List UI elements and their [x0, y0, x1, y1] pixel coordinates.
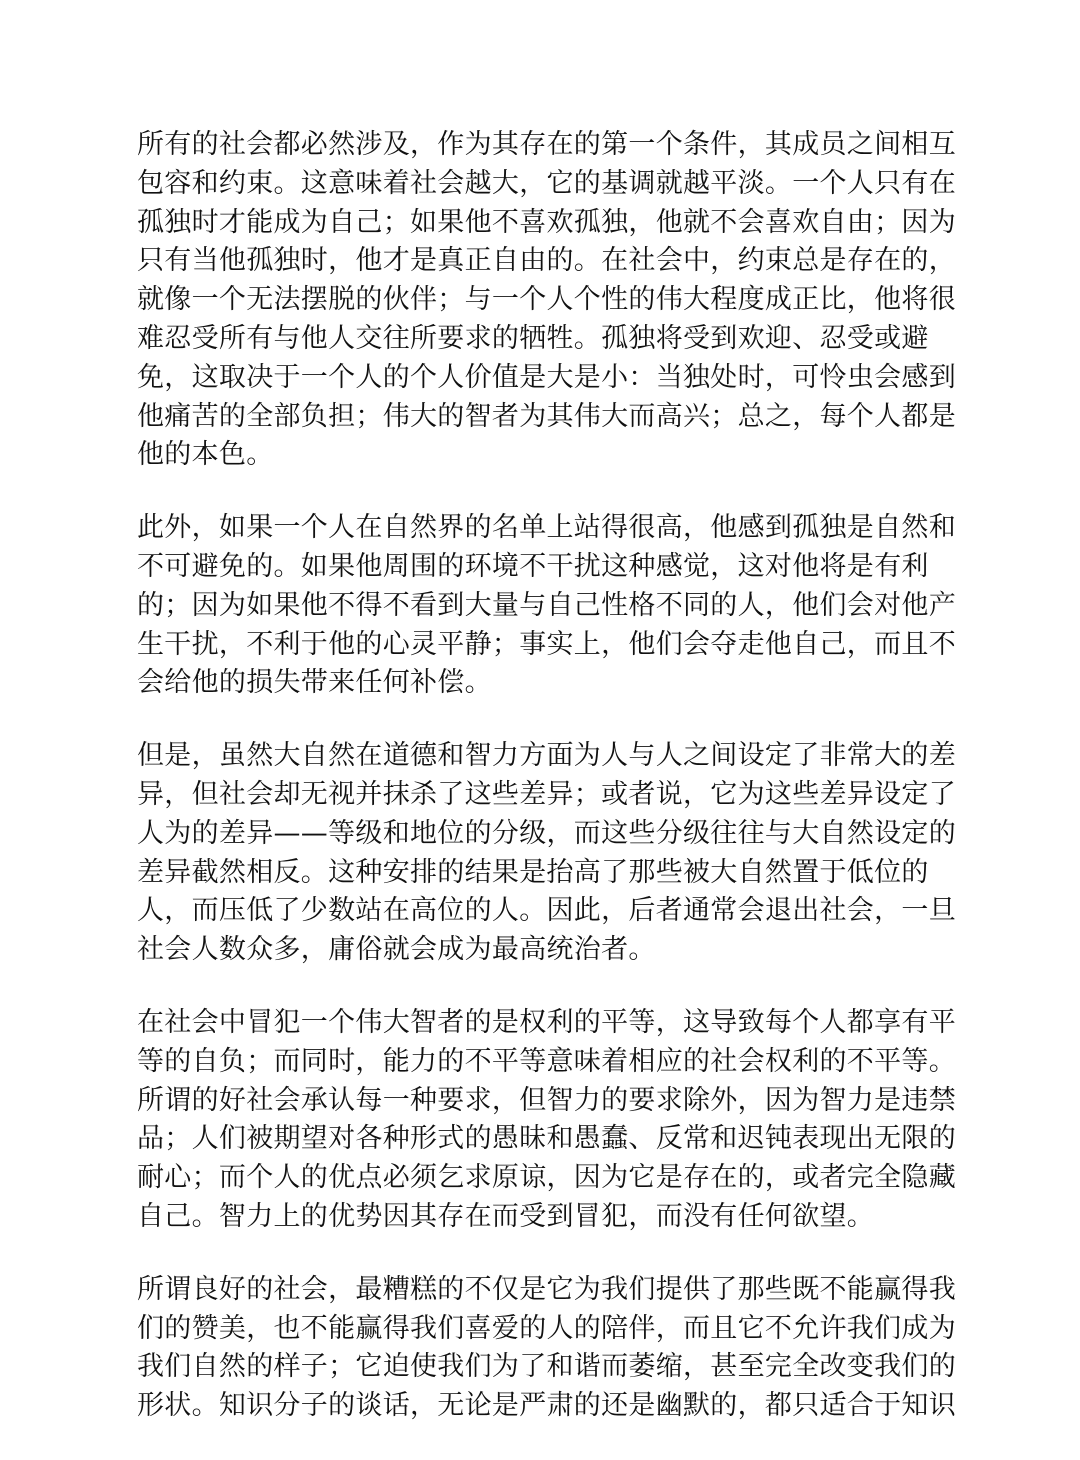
- text-line: 我们自然的样子；它迫使我们为了和谐而萎缩，甚至完全改变我们的: [137, 1351, 956, 1383]
- text-line: 所谓的好社会承认每一种要求，但智力的要求除外，因为智力是违禁: [137, 1084, 956, 1116]
- paragraph-1: [137, 126, 956, 475]
- text-line: 耐心；而个人的优点必须乞求原谅，因为它是存在的，或者完全隐藏: [137, 1162, 956, 1194]
- text-line: 异，但社会却无视并抹杀了这些差异；或者说，它为这些差异设定了: [137, 778, 956, 810]
- text-line: 免，这取决于一个人的个人价值是大是小：当独处时，可怜虫会感到: [137, 361, 956, 393]
- text-line: 品；人们被期望对各种形式的愚昧和愚蠢、反常和迟钝表现出无限的: [137, 1123, 956, 1155]
- text-line: 在社会中冒犯一个伟大智者的是权利的平等，这导致每个人都享有平: [137, 1006, 956, 1038]
- text-line: 的；因为如果他不得不看到大量与自己性格不同的人，他们会对他产: [137, 589, 956, 621]
- text-line: 等的自负；而同时，能力的不平等意味着相应的社会权利的不平等。: [137, 1045, 956, 1077]
- paragraph-3: [137, 737, 956, 970]
- text-line: 会给他的损失带来任何补偿。: [137, 667, 492, 699]
- text-line: 差异截然相反。这种安排的结果是抬高了那些被大自然置于低位的: [137, 856, 929, 888]
- text-line: 形状。知识分子的谈话，无论是严肃的还是幽默的，都只适合于知识: [137, 1390, 956, 1422]
- paragraph-5: [137, 1271, 956, 1426]
- article-body: [137, 126, 956, 1460]
- text-line: 不可避免的。如果他周围的环境不干扰这种感觉，这对他将是有利: [137, 550, 929, 582]
- paragraph-4: [137, 1004, 956, 1237]
- paragraph-2: [137, 509, 956, 703]
- text-line: 人为的差异——等级和地位的分级，而这些分级往往与大自然设定的: [137, 817, 956, 849]
- text-line: 但是，虽然大自然在道德和智力方面为人与人之间设定了非常大的差: [137, 740, 956, 772]
- text-line: 孤独时才能成为自己；如果他不喜欢孤独，他就不会喜欢自由；因为: [137, 206, 956, 238]
- text-line: 们的赞美，也不能赢得我们喜爱的人的陪伴，而且它不允许我们成为: [137, 1312, 956, 1344]
- text-line: 只有当他孤独时，他才是真正自由的。在社会中，约束总是存在的，: [137, 245, 956, 277]
- text-line: 就像一个无法摆脱的伙伴；与一个人个性的伟大程度成正比，他将很: [137, 284, 956, 316]
- text-line: 所有的社会都必然涉及，作为其存在的第一个条件，其成员之间相互: [137, 129, 956, 160]
- text-line: 他的本色。: [137, 439, 274, 471]
- text-line: 此外，如果一个人在自然界的名单上站得很高，他感到孤独是自然和: [137, 512, 956, 544]
- text-line: 自己。智力上的优势因其存在而受到冒犯，而没有任何欲望。: [137, 1200, 875, 1232]
- text-line: 难忍受所有与他人交往所要求的牺牲。孤独将受到欢迎、忍受或避: [137, 322, 929, 354]
- text-line: 人，而压低了少数站在高位的人。因此，后者通常会退出社会，一旦: [137, 895, 956, 927]
- text-line: 所谓良好的社会，最糟糕的不仅是它为我们提供了那些既不能赢得我: [137, 1273, 956, 1305]
- text-line: 社会人数众多，庸俗就会成为最高统治者。: [137, 934, 656, 966]
- text-line: 他痛苦的全部负担；伟大的智者为其伟大而高兴；总之，每个人都是: [137, 400, 956, 432]
- text-line: 包容和约束。这意味着社会越大，它的基调就越平淡。一个人只有在: [137, 167, 956, 199]
- text-line: 生干扰，不利于他的心灵平静；事实上，他们会夺走他自己，而且不: [137, 628, 956, 660]
